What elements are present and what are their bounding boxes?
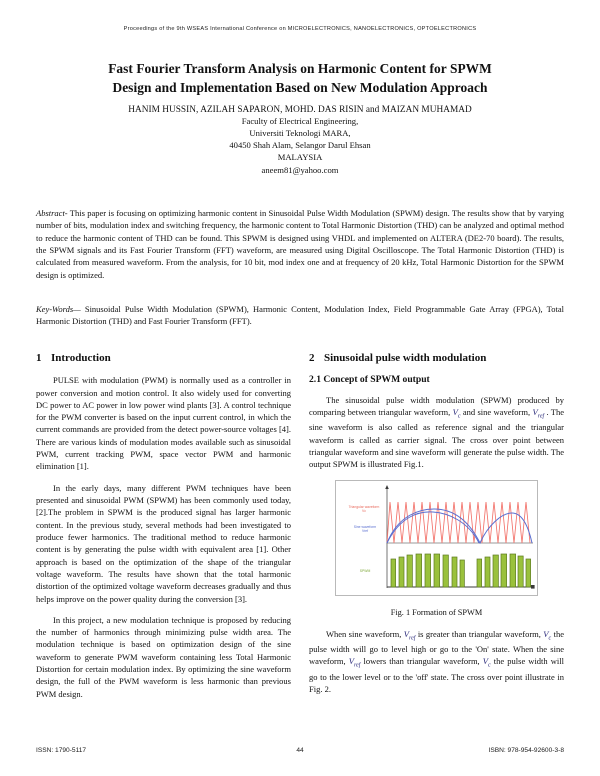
affiliation-line-3: 40450 Shah Alam, Selangor Darul Ehsan xyxy=(229,139,371,150)
subsection-heading-2-1 xyxy=(309,374,564,386)
spwm-waveform-svg xyxy=(336,481,537,595)
paragraph xyxy=(309,628,564,696)
title-line-1: Fast Fourier Transform Analysis on Harmonic Content for SPWM xyxy=(108,61,492,76)
title-block xyxy=(36,60,564,177)
figure-canvas xyxy=(336,481,537,595)
triangular-waveform xyxy=(387,502,530,543)
body-columns xyxy=(36,352,564,732)
figure-1 xyxy=(309,480,564,619)
keywords-label: Key-Words— xyxy=(36,304,81,314)
math-symbol-vc: $V_c$ xyxy=(482,656,491,670)
math-symbol-vref: $V_{ref}$ xyxy=(532,407,545,420)
paragraph-text: In this project, a new modulation technique is proposed by reducing the number of harmonics through minimizing pulse width area. The modulation technique is based on optimization design of the sine waveform to generate PWM waveform containing less Total Harmonic Distortion for certain modulation index. By optimizing the sine waveform design, the full of the PWM waveform is less harmonic than previous PWM design. xyxy=(36,614,291,699)
paragraph-text: lowers than triangular waveform, xyxy=(360,656,483,667)
abstract-block xyxy=(36,207,564,281)
keywords-text: Sinusoidal Pulse Width Modulation (SPWM), Harmonic Content, Modulation Index, Field Programmable Gate Array (FPGA), Total Harmonic Distortion (THD) and Fast Fourier Transform (FFT). xyxy=(36,304,564,327)
running-header: Proceedings of the 9th WSEAS International Conference on MICROELECTRONICS, NANOELECTRONICS, OPTOELECTRONICS xyxy=(123,26,477,32)
figure-frame xyxy=(335,480,538,596)
section-heading-1 xyxy=(36,352,291,365)
math-symbol-vref: $V_{ref}$ xyxy=(348,656,361,670)
section-1-number: 1 xyxy=(36,352,42,364)
affiliation-line-4: MALAYSIA xyxy=(277,151,323,162)
footer-isbn: ISBN: 978-954-92600-3-8 xyxy=(488,747,564,754)
paragraph-text: . The sine waveform is also called as reference signal and the triangular waveform is called as carrier signal. The cross over point between triangular waveform and sine waveform will generate the pulse width. The output SPWM is illustrated Fig.1. xyxy=(309,407,565,470)
page-footer xyxy=(36,747,564,754)
section-2-title: Sinusoidal pulse width modulation xyxy=(324,352,487,364)
spwm-pulse-train xyxy=(391,554,531,587)
footer-issn: ISSN: 1790-5117 xyxy=(36,747,87,754)
section-2-number: 2 xyxy=(309,352,315,364)
math-symbol-vc: $V_c$ xyxy=(543,628,552,642)
affiliation-line-1: Faculty of Electrical Engineering, xyxy=(241,116,359,127)
subsection-title: Concept of SPWM output xyxy=(323,374,430,386)
paragraph-text: In the early days, many different PWM techniques have been presented and sinusoidal PWM (SPWM) has been commonly used today, [2].The problem in SPWM is the produced signal has larger harmonic content. In the previous study, several methods had been investigated to produce fewer harmonics. The traditional method to reduce harmonic content is by generating the pulse width with equivalent area [1]. Other approach is based on the optimization of the shape of the triangular voltage waveform. The results have shown that the total harmonic distortion of the optimized voltage waveform decreases gradually and thus helps improve on the power quality during the conversion [3]. xyxy=(36,482,291,604)
paragraph xyxy=(36,614,291,700)
title-line-2: Design and Implementation Based on New Modulation Approach xyxy=(112,79,488,95)
paragraph xyxy=(36,482,291,605)
paragraph-text: with modulation (PWM) is normally used as a controller in power conversion and motion control. It also widely used for converting DC power to AC power in low power wind plants [3]. A control technique for the PWM converter is based on the input current control, in which the current commands are provided from the detect power-source voltages [4]. There are various kinds of modulation modes available such as sinusoidal PWM, current tracking PWM, space vector PWM and harmonic elimination [1]. xyxy=(36,375,291,472)
figure-label-spwm: SPWM xyxy=(359,568,371,573)
paragraph-text: When sine waveform, xyxy=(326,628,404,639)
right-column xyxy=(309,352,564,732)
paragraph xyxy=(36,374,291,473)
figure-label-triangular: Triangular waveform Vc xyxy=(348,504,380,514)
paragraph xyxy=(309,394,564,471)
contact-email: aneem81@yahoo.com xyxy=(261,164,339,175)
figure-label-sine: Sine waveform Vref xyxy=(353,524,377,534)
left-column xyxy=(36,352,291,732)
keywords-block xyxy=(36,303,564,328)
math-symbol-vref: $V_{ref}$ xyxy=(403,628,416,642)
affiliation-line-2: Universiti Teknologi MARA, xyxy=(249,128,351,139)
section-heading-2 xyxy=(309,352,564,365)
page-title xyxy=(36,60,564,97)
abstract-text: This paper is focusing on optimizing harmonic content in Sinusoidal Pulse Width Modulation (SPWM) design. The results show that by varying number of bits, modulation index and switching frequency, the harmonic content to Total Harmonic Distortion (THD) can be analyzed and optimal method to reduce the harmonic content of THD can be found. This SPWM is designed using VHDL and implemented on ALTERA (DE2-70 board). The results, the SPWM signals and its Fast Fourier Transform (FFT) waveform, are measured using Digital Oscilloscope. The Total Harmonic Distortion (THD) is calculated from measured waveform. From the analysis, for 10 bit, mod index one and at frequency of 20 kHz, Total Harmonic Distortion for the SPWM design is optimized. xyxy=(36,208,564,280)
paragraph-text: The sinusoidal pulse width modulation (SPWM) produced by comparing between triangular waveform, xyxy=(309,394,564,417)
paragraph-text: the pulse width will go to the lower level or to the 'off' state. The cross over point illustrate in Fig. 2. xyxy=(309,656,564,695)
section-1-title: Introduction xyxy=(51,352,111,364)
subsection-number: 2.1 xyxy=(309,374,321,386)
paragraph-text: is greater than triangular waveform, xyxy=(415,628,544,639)
paragraph-text: the pulse width will go to level high or go to the 'On' state. When the sine waveform, xyxy=(309,628,564,667)
paragraph-text: and sine waveform, xyxy=(460,407,533,417)
paragraph-lead-word: PULSE xyxy=(53,375,79,386)
abstract-label: Abstract- xyxy=(36,208,68,218)
author-list: HANIM HUSSIN, AZILAH SAPARON, MOHD. DAS RISIN and MAIZAN MUHAMAD xyxy=(128,105,472,115)
math-symbol-vc: $V_c$ xyxy=(452,407,461,420)
footer-page-number: 44 xyxy=(296,747,304,754)
figure-caption: Fig. 1 Formation of SPWM xyxy=(390,607,483,617)
